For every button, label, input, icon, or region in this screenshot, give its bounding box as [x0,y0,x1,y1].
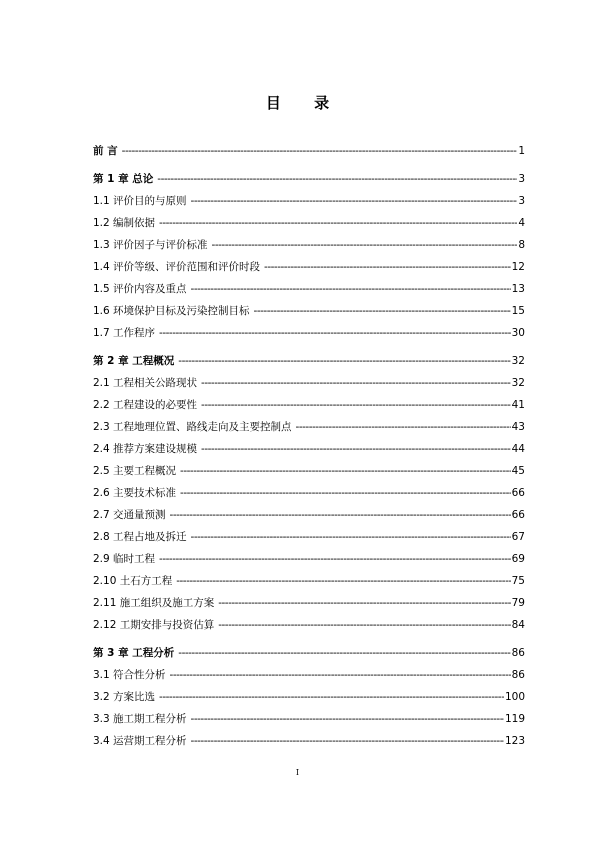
toc-section-entry[interactable] [93,368,525,390]
toc-entry-page-number: 84 [511,619,525,631]
toc-entry-label: 2.11 施工组织及施工方案 [93,597,215,609]
toc-entry-label: 2.10 土石方工程 [93,575,173,587]
toc-section-entry[interactable] [93,208,525,230]
toc-entry-label: 2.8 工程占地及拆迁 [93,531,187,543]
toc-dot-leader [159,326,511,340]
toc-section-entry[interactable] [93,544,525,566]
toc-entry-label: 3.1 符合性分析 [93,669,166,681]
toc-entry-label: 1.3 评价因子与评价标准 [93,239,208,251]
toc-entry-page-number: 12 [511,261,525,273]
toc-entry-page-number: 1 [518,145,525,157]
toc-dot-leader [159,216,517,230]
toc-entry-page-number: 67 [511,531,525,543]
toc-entry-page-number: 69 [511,553,525,565]
toc-entry-page-number: 32 [511,355,525,367]
toc-section-entry[interactable] [93,230,525,252]
toc-dot-leader [159,690,504,704]
toc-entry-page-number: 75 [511,575,525,587]
toc-entry-label: 2.9 临时工程 [93,553,156,565]
toc-dot-leader [191,194,518,208]
toc-entry-label: 3.2 方案比选 [93,691,156,703]
toc-dot-leader [218,618,510,632]
toc-entry-label: 1.1 评价目的与原则 [93,195,187,207]
toc-section-entry[interactable] [93,660,525,682]
toc-section-entry[interactable] [93,522,525,544]
toc-entry-page-number: 44 [511,443,525,455]
toc-section-entry[interactable] [93,274,525,296]
toc-entry-label: 前 言 [93,145,118,157]
toc-dot-leader [122,144,518,158]
toc-section-entry[interactable] [93,500,525,522]
toc-entry-label: 2.2 工程建设的必要性 [93,399,198,411]
toc-dot-leader [180,486,511,500]
toc-section-entry[interactable] [93,186,525,208]
toc-chapter-entry[interactable] [93,632,525,660]
toc-dot-leader [191,734,504,748]
toc-dot-leader [191,712,504,726]
toc-entry-label: 1.4 评价等级、评价范围和评价时段 [93,261,261,273]
toc-entry-page-number: 66 [511,487,525,499]
toc-entry-label: 1.6 环境保护目标及污染控制目标 [93,305,250,317]
toc-chapter-entry[interactable] [93,340,525,368]
toc-section-entry[interactable] [93,726,525,748]
toc-section-entry[interactable] [93,390,525,412]
page-title: 目 录 [265,94,344,112]
toc-chapter-entry[interactable] [93,138,525,158]
toc-dot-leader [170,668,511,682]
toc-dot-leader [191,530,511,544]
toc-entry-page-number: 43 [511,421,525,433]
toc-entry-page-number: 13 [511,283,525,295]
toc-entry-page-number: 32 [511,377,525,389]
toc-entry-label: 3.4 运营期工程分析 [93,735,187,747]
toc-section-entry[interactable] [93,412,525,434]
toc-entry-page-number: 8 [518,239,525,251]
toc-entry-label: 2.6 主要技术标准 [93,487,177,499]
toc-section-entry[interactable] [93,588,525,610]
toc-dot-leader [254,304,511,318]
toc-entry-page-number: 86 [511,647,525,659]
toc-entry-page-number: 3 [518,173,525,185]
toc-entry-label: 第 2 章 工程概况 [93,355,175,367]
toc-entry-page-number: 15 [511,305,525,317]
toc-section-entry[interactable] [93,704,525,726]
toc-entry-page-number: 86 [511,669,525,681]
toc-entry-page-number: 30 [511,327,525,339]
toc-dot-leader [201,442,511,456]
toc-section-entry[interactable] [93,318,525,340]
toc-entry-page-number: 119 [504,713,525,725]
toc-entry-label: 1.5 评价内容及重点 [93,283,187,295]
toc-entry-page-number: 79 [511,597,525,609]
toc-dot-leader [176,574,510,588]
toc-section-entry[interactable] [93,456,525,478]
toc-section-entry[interactable] [93,610,525,632]
toc-section-entry[interactable] [93,252,525,274]
toc-entry-label: 2.5 主要工程概况 [93,465,177,477]
toc-dot-leader [201,376,511,390]
toc-entry-page-number: 41 [511,399,525,411]
toc-dot-leader [296,420,511,434]
toc-dot-leader [178,354,510,368]
toc-section-entry[interactable] [93,566,525,588]
toc-dot-leader [170,508,511,522]
toc-dot-leader [264,260,511,274]
toc-dot-leader [180,464,511,478]
toc-section-entry[interactable] [93,296,525,318]
toc-entry-label: 3.3 施工期工程分析 [93,713,187,725]
toc-dot-leader [191,282,511,296]
toc-entry-label: 2.4 推荐方案建设规模 [93,443,198,455]
toc-entry-label: 2.3 工程地理位置、路线走向及主要控制点 [93,421,292,433]
toc-dot-leader [159,552,511,566]
toc-dot-leader [212,238,518,252]
toc-section-entry[interactable] [93,434,525,456]
toc-entry-page-number: 66 [511,509,525,521]
toc-entry-label: 2.1 工程相关公路现状 [93,377,198,389]
toc-section-entry[interactable] [93,682,525,704]
page-number: I [295,768,300,777]
toc-entry-label: 1.2 编制依据 [93,217,156,229]
toc-section-entry[interactable] [93,478,525,500]
toc-chapter-entry[interactable] [93,158,525,186]
toc-entry-page-number: 3 [518,195,525,207]
toc-entry-page-number: 100 [504,691,525,703]
table-of-contents [93,138,525,748]
toc-dot-leader [201,398,511,412]
toc-entry-label: 2.7 交通量预测 [93,509,166,521]
toc-entry-label: 第 1 章 总论 [93,173,154,185]
toc-dot-leader [178,646,510,660]
toc-dot-leader [157,172,517,186]
toc-entry-label: 2.12 工期安排与投资估算 [93,619,215,631]
toc-entry-label: 第 3 章 工程分析 [93,647,175,659]
toc-entry-page-number: 45 [511,465,525,477]
toc-entry-page-number: 4 [518,217,525,229]
toc-entry-page-number: 123 [504,735,525,747]
toc-dot-leader [218,596,510,610]
toc-entry-label: 1.7 工作程序 [93,327,156,339]
